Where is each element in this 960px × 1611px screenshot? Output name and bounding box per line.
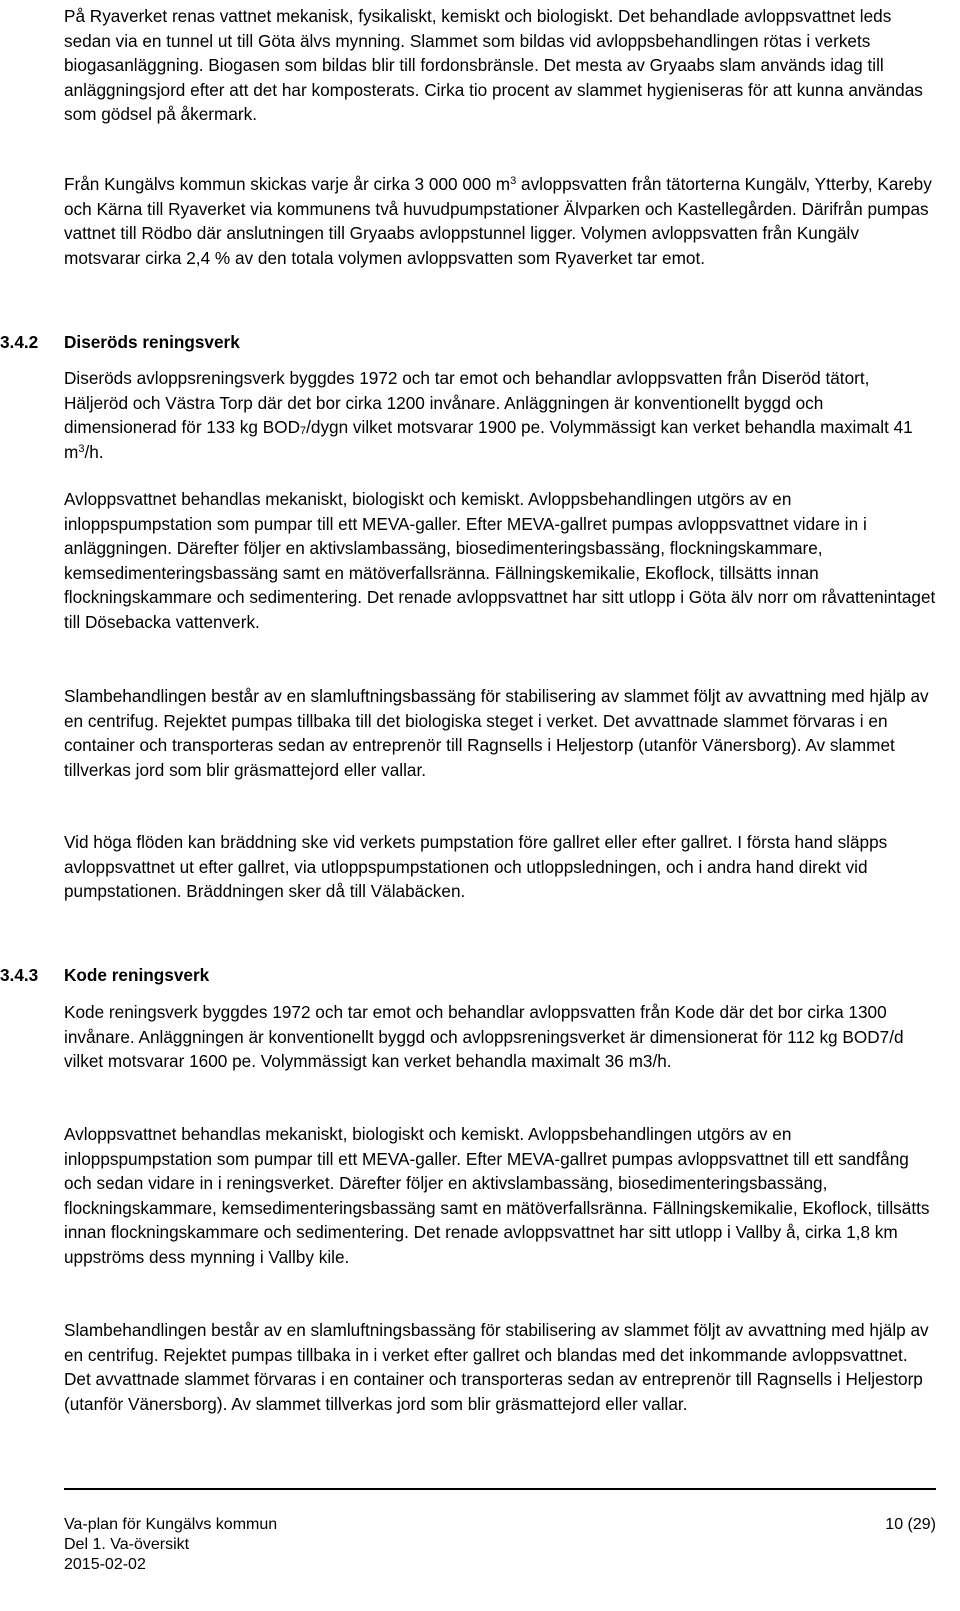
section-number: 3.4.2 [0,332,39,352]
section-title: Diseröds reningsverk [64,332,240,352]
intro-paragraph-2-text-a: Från Kungälvs kommun skickas varje år cirka 3 000 000 m [64,174,511,194]
footer-left [64,1515,277,1575]
intro-paragraph-2 [64,172,936,270]
kode-paragraph-2-text: Avloppsvattnet behandlas mekaniskt, biologiskt och kemiskt. Avloppsbehandlingen utgörs av en inloppspumpstation som pumpar till ett MEVA-galler. Efter MEVA-gallret pumpas avloppsvattnet till ett sandfång och sedan vidare in i reningsverket. Därefter följer en aktivslambassäng, biosedimenteringsbassäng, flockningskammare, kemsedimenteringsbassäng samt en mätöverfallsränna. Fällningskemikalie, Ekoflock, tillsätts innan flockningskammare och sedimentering. Det renade avloppsvattnet har sitt utlopp i Vallby å, cirka 1,8 km uppströms dess mynning i Vallby kile. [64,1124,930,1267]
section-number: 3.4.3 [0,965,39,985]
footer-date: 2015-02-02 [64,1556,146,1573]
kode-paragraph-3 [64,1318,936,1416]
diserod-paragraph-1-text-b: /dygn vilket motsvarar 1900 pe. Volymmässigt kan verket behandla maximalt 41 m [64,417,913,462]
diserod-paragraph-1-text-a: Diseröds avloppsreningsverk byggdes 1972 och tar emot och behandlar avloppsvatten från Diseröd tätort, Häljeröd och Västra Torp där det bor cirka 1200 invånare. Anläggningen är konventionellt byggd och dimensionerad för 133 kg BOD [64,368,870,437]
diserod-paragraph-1-text-c: /h. [84,441,104,462]
diserod-paragraph-4 [64,830,936,904]
diserod-paragraph-2-text: Avloppsvattnet behandlas mekaniskt, biologiskt och kemiskt. Avloppsbehandlingen utgörs av en inloppspumpstation som pumpar till ett MEVA-galler. Efter MEVA-gallret pumpas avloppsvattnet vidare in i anläggningen. Därefter följer en aktivslambassäng, biosedimenteringsbassäng, flockningskammare, kemsedimenteringsbassäng samt en mätöverfallsränna. Fällningskemikalie, Ekoflock, tillsätts innan flockningskammare och sedimentering. Det renade avloppsvattnet har sitt utlopp i Göta älv norr om råvattenintaget till Dösebacka vattenverk. [64,489,936,632]
footer-document-title: Va-plan för Kungälvs kommun [64,1516,278,1533]
section-title: Kode reningsverk [64,965,210,985]
diserod-paragraph-2 [64,487,936,634]
kode-paragraph-1 [64,1000,936,1074]
intro-paragraph-2-text-b: avloppsvatten från tätorterna Kungälv, Ytterby, Kareby och Kärna till Ryaverket via kommunens två huvudpumpstationer Älvparken och Kastellegården. Därifrån pumpas vattnet till Rödbo där anslutningen till Gryaabs avloppstunnel ligger. Volymen avloppsvatten från Kungälv motsvarar cirka 2,4 % av den totala volymen avloppsvatten som Ryaverket tar emot. [64,174,932,268]
diserod-paragraph-4-text: Vid höga flöden kan bräddning ske vid verkets pumpstation före gallret eller efter gallret. I första hand släpps avloppsvattnet ut efter gallret, via utloppspumpstationen och utloppsledningen, och i andra hand direkt vid pumpstationen. Bräddningen sker då till Välabäcken. [64,832,888,901]
diserod-paragraph-1 [64,366,936,464]
diserod-paragraph-3 [64,684,936,782]
kode-paragraph-2 [64,1122,936,1269]
intro-paragraph-1-text: På Ryaverket renas vattnet mekanisk, fysikaliskt, kemiskt och biologiskt. Det behandlade avloppsvattnet leds sedan via en tunnel ut till Göta älvs mynning. Slammet som bildas vid avloppsbehandlingen rötas i verkets biogasanläggning. Biogasen som bildas blir till fordonsbränsle. Det mesta av Gryaabs slam används idag till anläggningsjord efter att det har komposterats. Cirka tio procent av slammet hygieniseras för att kunna användas som gödsel på åkermark. [64,6,923,124]
diserod-paragraph-3-text: Slambehandlingen består av en slamluftningsbassäng för stabilisering av slammet följt av avvattning med hjälp av en centrifug. Rejektet pumpas tillbaka till det biologiska steget i verket. Det avvattnade slammet förvaras i en container och transporteras sedan av entreprenör till Ragnsells i Heljestorp (utanför Vänersborg). Av slammet tillverkas jord som blir gräsmattejord eller vallar. [64,686,929,780]
superscript-3: 3 [78,442,85,455]
kode-paragraph-1-text: Kode reningsverk byggdes 1972 och tar emot och behandlar avloppsvatten från Kode där det bor cirka 1300 invånare. Anläggningen är konventionellt byggd och avloppsreningsverket är dimensionerat för 112 kg BOD7/d vilket motsvarar 1600 pe. Volymmässigt kan verket behandla maximalt 36 m3/h. [64,1002,904,1071]
intro-paragraph-1 [64,4,936,127]
subscript-7: 7 [299,425,307,437]
kode-paragraph-3-text: Slambehandlingen består av en slamluftningsbassäng för stabilisering av slammet följt av avvattning med hjälp av en centrifug. Rejektet pumpas tillbaka in i verket efter gallret och blandas med det inkommande avloppsvattnet. Det avvattnade slammet förvaras i en container och transporteras sedan av entreprenör till Ragnsells i Heljestorp (utanför Vänersborg). Av slammet tillverkas jord som blir gräsmattejord eller vallar. [64,1320,929,1414]
footer-divider [64,1488,936,1490]
superscript-3: 3 [510,175,517,187]
page-number: 10 (29) [885,1516,936,1533]
footer-part: Del 1. Va-översikt [64,1536,190,1553]
